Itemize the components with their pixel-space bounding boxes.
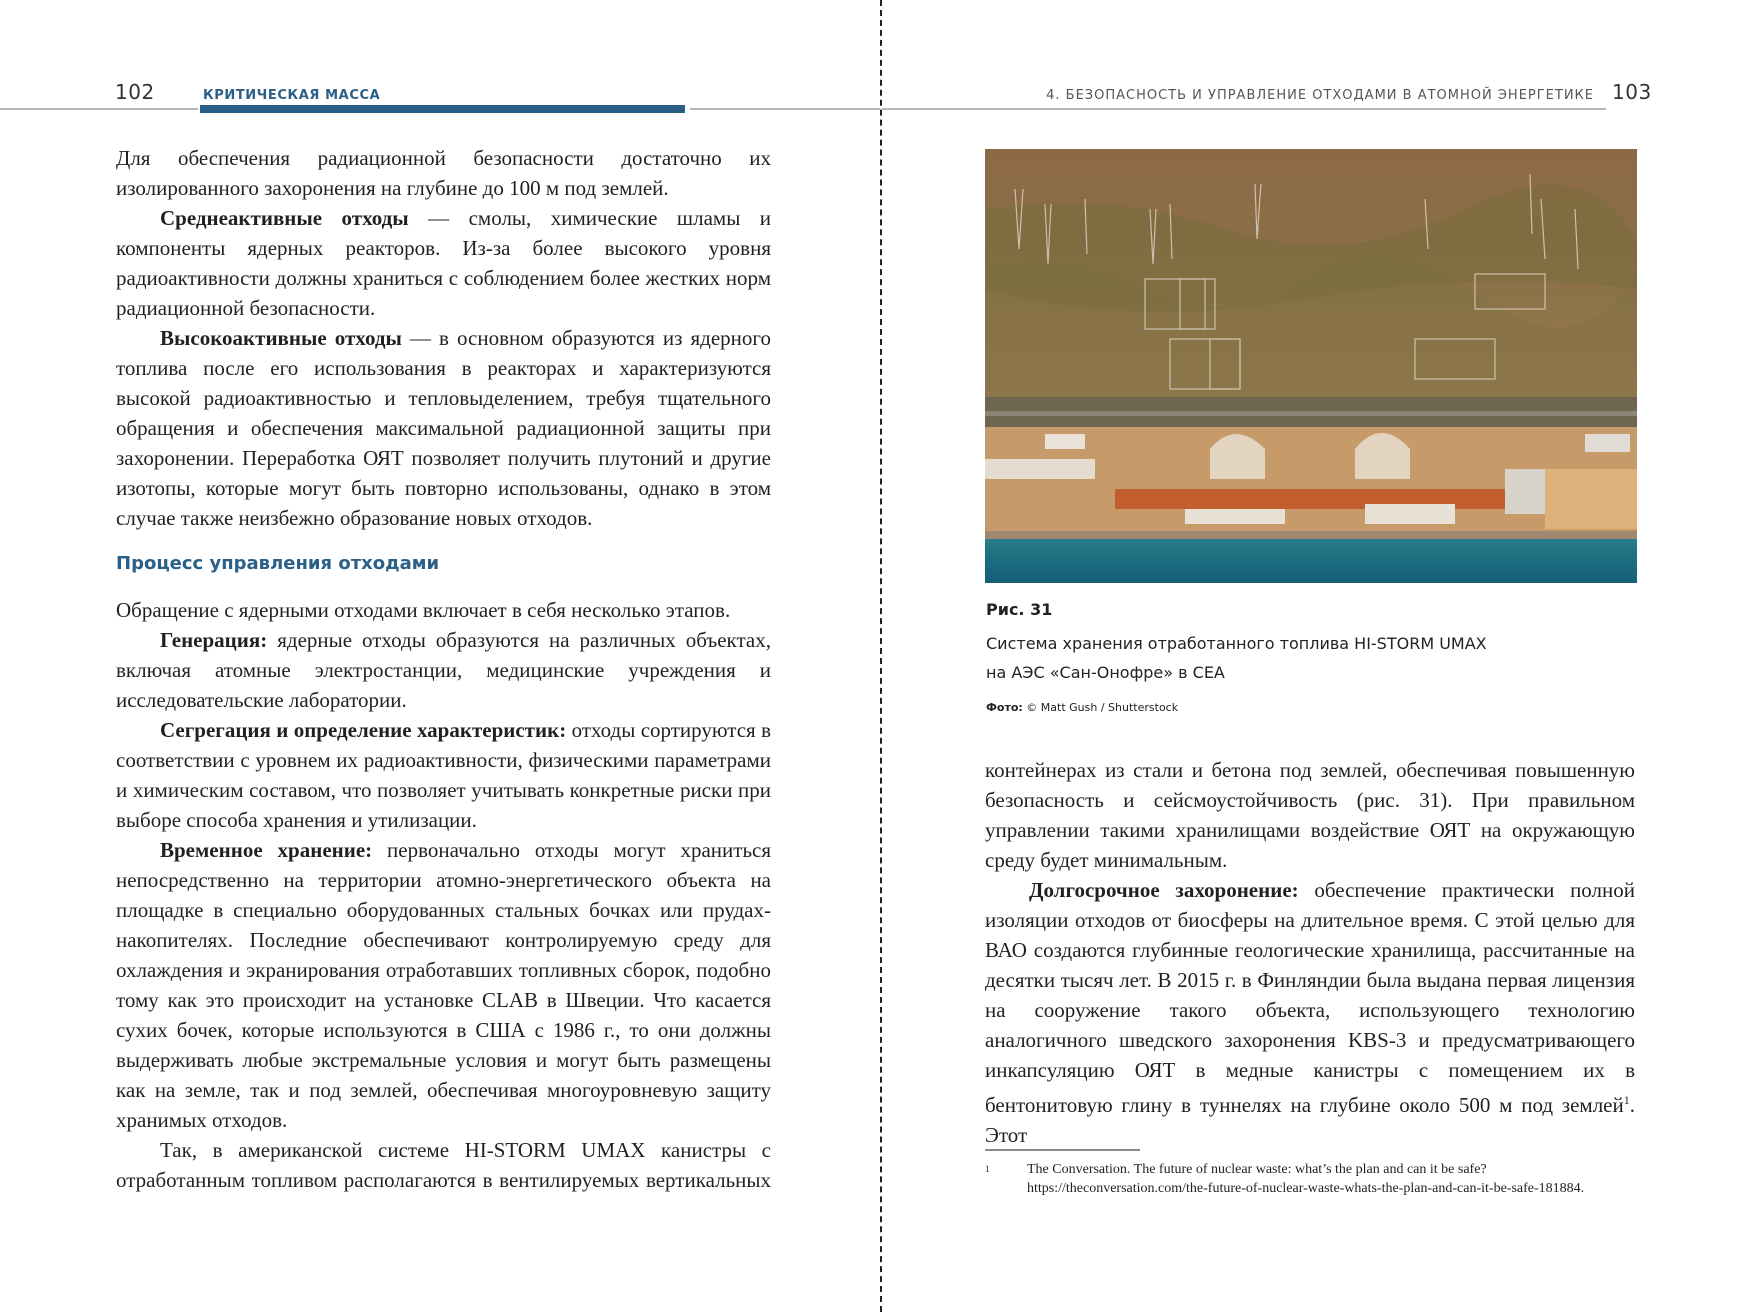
term-generation: Генерация:: [160, 628, 268, 652]
header-rule-right: [882, 108, 1606, 110]
paragraph: [116, 625, 771, 715]
paragraph-text: обеспечение практически полной изоляции отходов от биосферы на длительное время. С этой целью для ВАО создаются глубинные геологические хранилища, рассчитанные на десятки тысяч лет. В 2015 г. в Финляндии была выдана первая лицензия на сооружение такого объекта, использующего технологию аналогичного шведского захоронения KBS-3 и предусматривающего инкапсуляцию ОЯТ в медные канистры с помещением их в бентонитовую глину в туннелях на глубине около 500 м под землей: [985, 878, 1635, 1117]
paragraph: [116, 715, 771, 835]
paragraph: [116, 203, 771, 323]
paragraph: [985, 755, 1635, 875]
figure-label: Рис. 31: [986, 600, 1053, 619]
paragraph-text: отходы сортируются в соответствии с уровнем их радиоактивности, физическими параметрами и химическим составом, что позволяет учитывать конкретные риски при выборе способа хранения и утилизации.: [116, 718, 771, 832]
paragraph: [985, 875, 1635, 1150]
road-lane: [985, 411, 1637, 416]
photo-credit-label: Фото:: [986, 701, 1023, 714]
figure-title-line2: на АЭС «Сан-Онофре» в СЕА: [986, 663, 1225, 682]
photo-credit: [986, 701, 1626, 714]
paragraph: [116, 323, 771, 533]
building: [985, 459, 1095, 479]
paragraph-text: Обращение с ядерными отходами включает в себя несколько этапов.: [116, 598, 731, 622]
building: [1505, 469, 1545, 514]
paragraph: [116, 595, 771, 625]
header-accent-bar: [200, 105, 685, 113]
paragraph: [116, 1135, 771, 1195]
term-high-level-waste: Высокоактивные отходы: [160, 326, 402, 350]
piping: [1115, 489, 1535, 509]
paragraph-text: — смолы, химические шламы и компоненты ядерных реакторов. Из-за более высокого уровня радиоактивности должны храниться с соблюдением более жестких норм радиационной безопасности.: [116, 206, 771, 320]
cliff: [1545, 469, 1637, 529]
footnote-text: The Conversation. The future of nuclear waste: what’s the plan and can it be safe? https://theconversation.com/the-future-of-nuclear-waste-whats-the-plan-and-can-it-be-safe-181884.: [1027, 1162, 1585, 1196]
footnote: [985, 1160, 1635, 1198]
paragraph-text: контейнерах из стали и бетона под землей, обеспечивая повышенную безопасность и сейсмоустойчивость (рис. 31). При правильном управлении такими хранилищами воздействие ОЯТ на окружающую среду будет минимальным.: [985, 758, 1635, 872]
header-rule-left: [0, 108, 198, 110]
figure-photo-nuclear-plant: [985, 149, 1637, 583]
figure-caption: [986, 600, 1626, 714]
term-interim-storage: Временное хранение:: [160, 838, 373, 862]
footnote-reference[interactable]: 1: [1623, 1093, 1630, 1107]
page-spine-dashed-line: [880, 0, 882, 1312]
running-head-right: 4. БЕЗОПАСНОСТЬ И УПРАВЛЕНИЕ ОТХОДАМИ В АТОМНОЙ ЭНЕРГЕТИКЕ: [1046, 88, 1594, 103]
building: [1365, 504, 1455, 524]
right-page-body: [985, 755, 1635, 1150]
footnote-mark: 1: [985, 1164, 990, 1174]
running-head-left: КРИТИЧЕСКАЯ МАССА: [203, 88, 381, 103]
photo-illustration: [985, 149, 1637, 583]
footnote-rule: [985, 1149, 1140, 1151]
ocean: [985, 539, 1637, 583]
paragraph-text: ядерные отходы образуются на различных объектах, включая атомные электростанции, медицинские учреждения и исследовательские лаборатории.: [116, 628, 771, 712]
left-page-body: [116, 143, 771, 1195]
building: [1185, 509, 1285, 524]
page-number-right: 103: [1612, 80, 1652, 104]
tanks: [1585, 434, 1630, 452]
paragraph-text: — в основном образуются из ядерного топлива после его использования в реакторах и характеризуются высокой радиоактивностью и тепловыделением, требуя тщательного обращения и обеспечения максимальной радиационной защиты при захоронении. Переработка ОЯТ позволяет получить плутоний и другие изотопы, которые могут быть повторно использованы, однако в этом случае также неизбежно образование новых отходов.: [116, 326, 771, 530]
figure-title-line1: Система хранения отработанного топлива HI-STORM UMAX: [986, 634, 1487, 653]
header-rule-left-end: [690, 108, 880, 110]
paragraph-text-tail: . Этот: [985, 1093, 1635, 1147]
building: [1045, 434, 1085, 449]
paragraph-text: Так, в американской системе HI-STORM UMAX канистры с отработанным топливом располагаются в вентилируемых вертикальных: [116, 1138, 771, 1192]
photo-credit-text: © Matt Gush / Shutterstock: [1022, 701, 1179, 714]
section-heading: Процесс управления отходами: [116, 553, 440, 574]
paragraph: [116, 143, 771, 203]
term-segregation: Сегрегация и определение характеристик:: [160, 718, 567, 742]
page-number-left: 102: [115, 80, 155, 104]
paragraph-text: первоначально отходы могут храниться непосредственно на территории атомно-энергетического объекта на площадке в специально оборудованных стальных бочках или прудах-накопителях. Последние обеспечивают контролируемую среду для охлаждения и экранирования отработавших топливных сборок, подобно тому как это происходит на установке CLAB в Швеции. Что касается сухих бочек, которые используются в США с 1986 г., то они должны выдерживать любые экстремальные условия и могут быть размещены как на земле, так и под землей, обеспечивая многоуровневую защиту хранимых отходов.: [116, 838, 772, 1132]
term-medium-level-waste: Среднеактивные отходы: [160, 206, 409, 230]
paragraph: [116, 835, 771, 1135]
paragraph-text: Для обеспечения радиационной безопасности достаточно их изолированного захоронения на глубине до 100 м под землей.: [116, 146, 771, 200]
term-long-term-disposal: Долгосрочное захоронение:: [1029, 878, 1299, 902]
